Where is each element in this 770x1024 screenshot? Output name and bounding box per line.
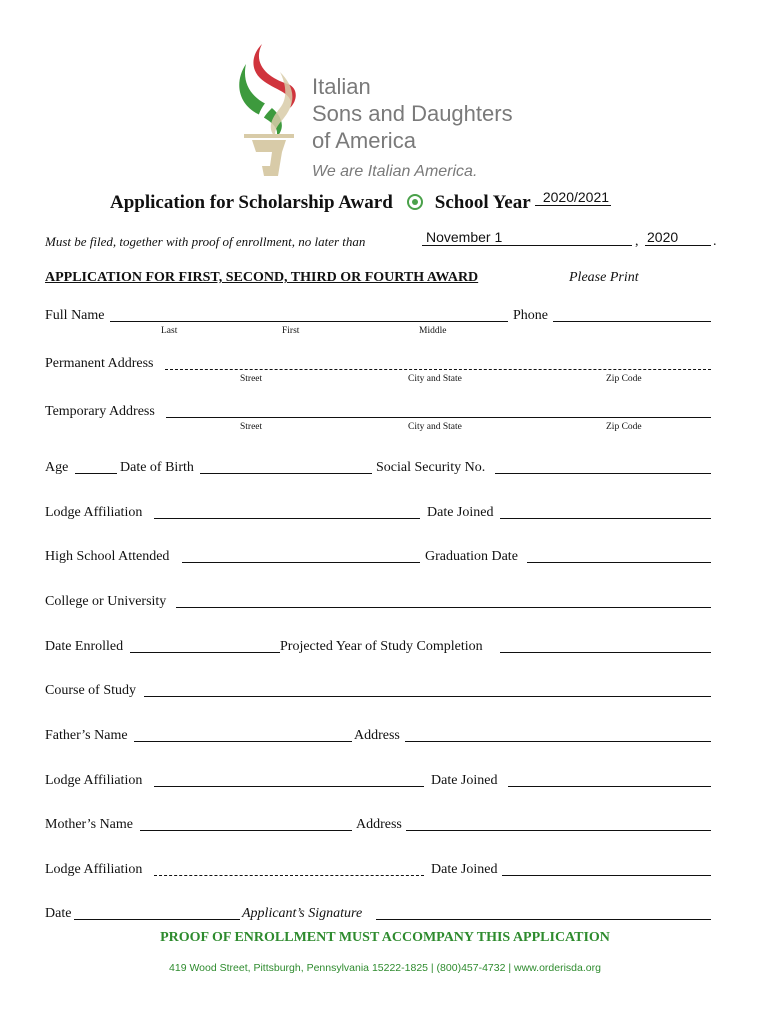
proof-notice: PROOF OF ENROLLMENT MUST ACCOMPANY THIS APPLICATION [160, 930, 610, 945]
full-name-label: Full Name [45, 308, 105, 323]
permanent-street-sublabel: Street [240, 374, 263, 384]
signature-field[interactable] [376, 919, 711, 920]
date-enrolled-label: Date Enrolled [45, 639, 124, 654]
father-date-joined-field[interactable] [508, 786, 711, 787]
father-address-label: Address [354, 728, 400, 743]
please-print: Please Print [569, 270, 639, 285]
temporary-address-field[interactable] [166, 417, 711, 418]
projected-year-field[interactable] [500, 652, 711, 653]
footer-contact: 419 Wood Street, Pittsburgh, Pennsylvania 15222-1825 | (800)457-4732 | www.orderisda.org [169, 962, 601, 974]
fathers-name-label: Father’s Name [45, 728, 128, 743]
permanent-address-label: Permanent Address [45, 356, 154, 371]
father-lodge-field[interactable] [154, 786, 424, 787]
date-joined-field[interactable] [500, 518, 711, 519]
signature-label: Applicant’s Signature [242, 906, 363, 921]
ssn-field[interactable] [495, 473, 711, 474]
mother-address-field[interactable] [406, 830, 711, 831]
permanent-address-field[interactable] [165, 369, 711, 370]
lodge-affiliation-field[interactable] [154, 518, 420, 519]
bullet-ring-icon [407, 194, 423, 210]
graduation-date-field[interactable] [527, 562, 711, 563]
mothers-name-label: Mother’s Name [45, 817, 133, 832]
application-title: Application for Scholarship Award [110, 192, 393, 213]
deadline-text: Must be filed, together with proof of enrollment, no later than [45, 234, 366, 249]
mother-lodge-field[interactable] [154, 875, 424, 876]
mother-date-joined-field[interactable] [502, 875, 711, 876]
course-field[interactable] [144, 696, 711, 697]
form-title [110, 189, 611, 214]
school-year-label: School Year [434, 192, 531, 213]
section-heading: APPLICATION FOR FIRST, SECOND, THIRD OR FOURTH AWARD [45, 270, 479, 285]
age-field[interactable] [75, 473, 117, 474]
date-field[interactable] [74, 919, 240, 920]
high-school-field[interactable] [182, 562, 420, 563]
school-year-field[interactable]: 2020/2021 [535, 189, 611, 206]
dob-field[interactable] [200, 473, 372, 474]
high-school-label: High School Attended [45, 549, 170, 564]
age-label: Age [45, 460, 69, 475]
projected-year-label: Projected Year of Study Completion [280, 639, 483, 654]
org-tagline: We are Italian America. [312, 163, 478, 180]
dob-label: Date of Birth [120, 460, 194, 475]
deadline-year-field[interactable]: 2020 [645, 229, 711, 246]
last-name-sublabel: Last [161, 326, 178, 336]
torch-logo-icon [232, 42, 304, 178]
phone-label: Phone [513, 308, 548, 323]
deadline-date-field[interactable]: November 1 [422, 229, 632, 246]
full-name-field[interactable] [110, 321, 508, 322]
date-enrolled-field[interactable] [130, 652, 280, 653]
org-name-line3: of America [312, 128, 416, 153]
mother-date-joined-label: Date Joined [431, 862, 498, 877]
permanent-zip-sublabel: Zip Code [606, 374, 642, 384]
mother-lodge-label: Lodge Affiliation [45, 862, 143, 877]
course-label: Course of Study [45, 683, 136, 698]
temporary-street-sublabel: Street [240, 422, 263, 432]
permanent-city-sublabel: City and State [408, 374, 462, 384]
temporary-address-label: Temporary Address [45, 404, 155, 419]
org-name-line1: Italian [312, 74, 371, 99]
org-name-line2: Sons and Daughters [312, 101, 513, 126]
temporary-zip-sublabel: Zip Code [606, 422, 642, 432]
deadline-period: . [713, 234, 717, 249]
father-address-field[interactable] [405, 741, 711, 742]
deadline-comma: , [635, 234, 639, 249]
middle-name-sublabel: Middle [419, 326, 447, 336]
mothers-name-field[interactable] [140, 830, 352, 831]
college-field[interactable] [176, 607, 711, 608]
phone-field[interactable] [553, 321, 711, 322]
graduation-date-label: Graduation Date [425, 549, 518, 564]
father-lodge-label: Lodge Affiliation [45, 773, 143, 788]
father-date-joined-label: Date Joined [431, 773, 498, 788]
fathers-name-field[interactable] [134, 741, 352, 742]
ssn-label: Social Security No. [376, 460, 486, 475]
date-joined-label: Date Joined [427, 505, 494, 520]
lodge-affiliation-label: Lodge Affiliation [45, 505, 143, 520]
temporary-city-sublabel: City and State [408, 422, 462, 432]
mother-address-label: Address [356, 817, 402, 832]
date-label: Date [45, 906, 72, 921]
first-name-sublabel: First [282, 326, 300, 336]
college-label: College or University [45, 594, 167, 609]
